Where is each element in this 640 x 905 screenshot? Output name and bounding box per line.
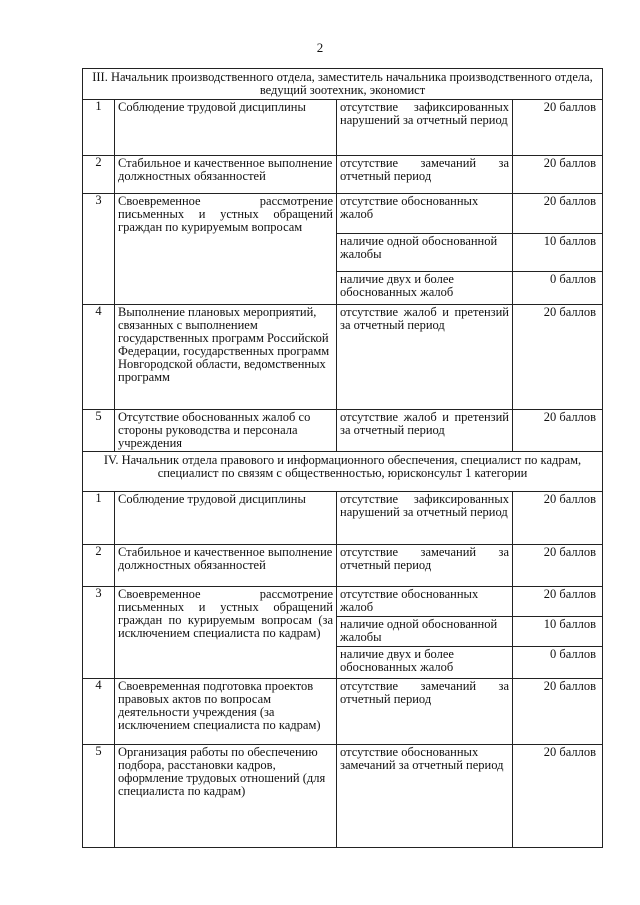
condition-text: отсутствие обоснованных жалоб <box>337 587 513 617</box>
criterion-text: Соблюдение трудовой дисциплины <box>115 100 337 156</box>
score-value: 20 баллов <box>513 745 603 848</box>
score-value: 20 баллов <box>513 410 603 452</box>
score-value: 0 баллов <box>513 272 603 305</box>
criterion-text: Стабильное и качественное выполнение должностных обязанностей <box>115 156 337 194</box>
condition-text: отсутствие жалоб и претензий за отчетный период <box>337 305 513 410</box>
row-number: 1 <box>83 100 115 156</box>
criterion-text: Соблюдение трудовой дисциплины <box>115 492 337 545</box>
condition-text: отсутствие замечаний за отчетный период <box>337 156 513 194</box>
row-number: 5 <box>83 745 115 848</box>
condition-text: отсутствие зафиксированных нарушений за отчетный период <box>337 100 513 156</box>
score-value: 20 баллов <box>513 100 603 156</box>
row-number: 2 <box>83 545 115 587</box>
score-value: 0 баллов <box>513 647 603 679</box>
condition-text: отсутствие обоснованных жалоб <box>337 194 513 234</box>
condition-text: отсутствие замечаний за отчетный период <box>337 679 513 745</box>
criterion-text: Своевременное рассмотрение письменных и устных обращений граждан по курируемым вопросам <box>115 194 337 305</box>
criterion-text: Своевременное рассмотрение письменных и устных обращений граждан по курируемым вопросам (за исключением специалиста по кадрам) <box>115 587 337 679</box>
criteria-table <box>82 68 603 848</box>
score-value: 10 баллов <box>513 234 603 272</box>
row-number: 5 <box>83 410 115 452</box>
score-value: 20 баллов <box>513 587 603 617</box>
page-number: 2 <box>316 40 324 55</box>
section-title: III. Начальник производственного отдела, заместитель начальника производственного отдела, ведущий зоотехник, экономист <box>83 69 603 100</box>
criterion-text: Выполнение плановых мероприятий, связанных с выполнением государственных программ Российской Федерации, государственных программ Новгородской области, ведомственных программ <box>115 305 337 410</box>
score-value: 20 баллов <box>513 679 603 745</box>
criterion-text: Организация работы по обеспечению подбора, расстановки кадров, оформление трудовых отношений (для специалиста по кадрам) <box>115 745 337 848</box>
criterion-text: Отсутствие обоснованных жалоб со стороны руководства и персонала учреждения <box>115 410 337 452</box>
row-number: 4 <box>83 679 115 745</box>
criterion-text: Стабильное и качественное выполнение должностных обязанностей <box>115 545 337 587</box>
condition-text: наличие двух и более обоснованных жалоб <box>337 647 513 679</box>
score-value: 20 баллов <box>513 194 603 234</box>
score-value: 20 баллов <box>513 156 603 194</box>
row-number: 1 <box>83 492 115 545</box>
condition-text: отсутствие замечаний за отчетный период <box>337 545 513 587</box>
condition-text: отсутствие зафиксированных нарушений за отчетный период <box>337 492 513 545</box>
section-title: IV. Начальник отдела правового и информационного обеспечения, специалист по кадрам, специалист по связям с общественностью, юрисконсульт 1 категории <box>83 452 603 492</box>
row-number: 2 <box>83 156 115 194</box>
score-value: 10 баллов <box>513 617 603 647</box>
condition-text: наличие одной обоснованной жалобы <box>337 617 513 647</box>
criterion-text: Своевременная подготовка проектов правовых актов по вопросам деятельности учреждения (за исключением специалиста по кадрам) <box>115 679 337 745</box>
row-number: 3 <box>83 194 115 305</box>
score-value: 20 баллов <box>513 545 603 587</box>
condition-text: наличие одной обоснованной жалобы <box>337 234 513 272</box>
score-value: 20 баллов <box>513 492 603 545</box>
row-number: 3 <box>83 587 115 679</box>
row-number: 4 <box>83 305 115 410</box>
condition-text: отсутствие жалоб и претензий за отчетный период <box>337 410 513 452</box>
condition-text: отсутствие обоснованных замечаний за отчетный период <box>337 745 513 848</box>
condition-text: наличие двух и более обоснованных жалоб <box>337 272 513 305</box>
score-value: 20 баллов <box>513 305 603 410</box>
